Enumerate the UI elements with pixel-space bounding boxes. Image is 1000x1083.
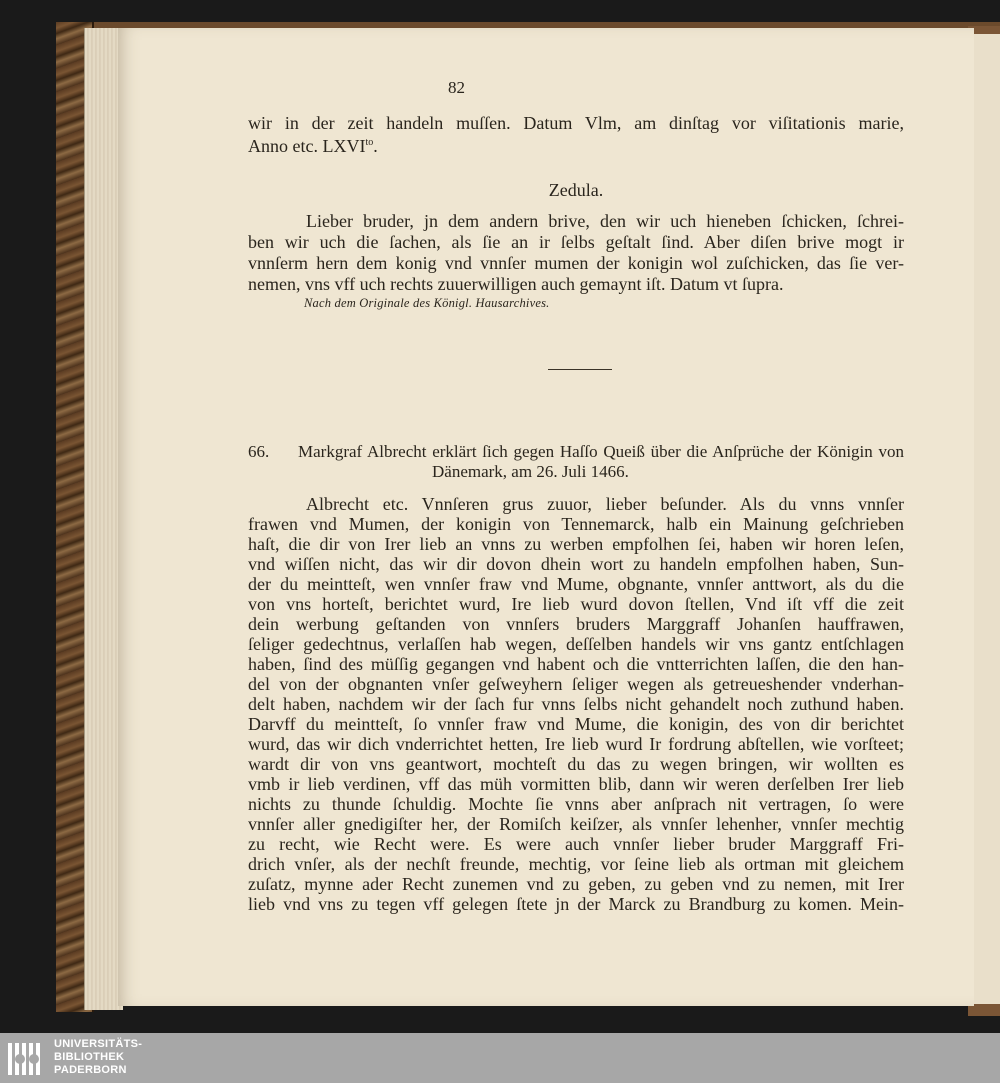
text-line: frawen vnd Mumen, der konigin von Tennemarck, halb ein Mainung geſchrieben (248, 514, 904, 534)
document-heading-line: Dänemark, am 26. Juli 1466. (432, 462, 629, 481)
library-name-line: BIBLIOTHEK (54, 1051, 125, 1063)
text-line: Albrecht etc. Vnnſeren grus zuuor, lieber beſunder. Als du vnns vnnſer (306, 494, 904, 514)
text-line: Lieber bruder, jn dem andern brive, den wir uch hieneben ſchicken, ſchrei- (306, 211, 904, 231)
text-line: delt haben, nachdem wir der ſach fur vnns ſelbs nicht gehandelt noch zuthund haben. (248, 694, 904, 714)
text-line: vmb ir lieb verdinen, vff das müh vormitten blib, dann wir weren derſelben Irer lieb (248, 774, 904, 794)
library-footer (0, 1033, 1000, 1083)
document-number: 66. (248, 442, 270, 461)
section-title: Zedula. (548, 180, 604, 200)
text-line: del von der obgnanten vnſer geſweyhern ſeliger wegen als getreueshender vnderhan- (248, 674, 904, 694)
text-line: von vns horteſt, berichtet wurd, Ire lieb wurd dovon ſtellen, Vnd iſt vff die zeit (248, 594, 904, 614)
library-logo-icon (6, 1039, 48, 1079)
document-heading-line: Markgraf Albrecht erklärt ſich gegen Haſſo Queiß über die Anſprüche der Königin von (298, 442, 904, 461)
text-line: drich vnſer, als der nechſt freunde, mechtig, vor ſeine lieb als ortman mit gleichem (248, 854, 904, 874)
text-line: vnnſerm hern dem konig vnd vnnſer mumen der konigin wol zuſchicken, das ſie ver- (248, 253, 904, 273)
text-line: dein werbung geſtanden von vnnſers bruders Marggraff Johanſen hauffrawen, (248, 614, 904, 634)
text-line: wardt dir von vns geantwort, mochteſt du das zu wegen bringen, wir wollten es (248, 754, 904, 774)
text-line: haben, ſind des müſſig gegangen vnd habent och die vntterrichten laſſen, die den han- (248, 654, 904, 674)
text-line: nemen, vns vff uch rechts zuuerwilligen auch gemaynt iſt. Datum vt ſupra. (248, 274, 784, 294)
library-name-line: PADERBORN (54, 1064, 127, 1076)
facing-page-edge (970, 34, 1000, 1004)
page-number: 82 (448, 78, 465, 97)
text-line: der du meintteſt, wen vnnſer fraw vnd Mume, obgnante, vnnſer anttwort, als du die (248, 574, 904, 594)
text-line: zuſatz, mynne ader Recht zunemen vnd zu geben, zu geben vnd zu nemen, mit Irer (248, 874, 904, 894)
text-fragment: Anno etc. LXVI (248, 136, 366, 156)
text-line: haſt, die dir von Irer lieb an vnns zu werben empfolhen ſei, haben wir horen leſen, (248, 534, 904, 554)
text-line: lieb vnd vns zu tegen vff gelegen ſtete jn der Marck zu Brandburg zu komen. Mein- (248, 894, 904, 914)
text-line: Darvff du meintteſt, ſo vnnſer fraw vnd Mume, die konigin, des von dir berichtet (248, 714, 904, 734)
text-line: zu recht, wie Recht were. Es were auch vnnſer lieber bruder Marggraff Fri- (248, 834, 904, 854)
section-divider (548, 369, 612, 370)
text-line: ben wir uch die ſachen, als ſie an ir ſelbs geſtalt ſind. Aber diſen brive mogt ir (248, 232, 904, 252)
text-line: vnd wiſſen nicht, das wir dir dovon dhein wort zu handeln empfolhen haben, Sun- (248, 554, 904, 574)
text-line: wir in der zeit handeln muſſen. Datum Vlm, am dinſtag vor viſitationis marie, (248, 113, 904, 133)
text-line: Anno etc. $LXVI^{to}$. (248, 136, 378, 156)
text-line: vnnſer aller gnedigiſter her, der Romiſch keiſzer, als vnnſer lehenher, vnnſer mechtig (248, 814, 904, 834)
library-name (54, 1038, 142, 1077)
text-line: ſeliger gedechtnus, verlaſſen hab wegen, deſſelben handels wir vns gantz entſchlagen (248, 634, 904, 654)
text-line: nichts zu thunde ſchuldig. Mochte ſie vnns aber anſprach nit vertragen, ſo were (248, 794, 904, 814)
library-name-line: UNIVERSITÄTS- (54, 1038, 143, 1050)
text-line: wurd, das wir dich vnderrichtet hetten, Ire lieb wurd Ir fordrung abſtellen, wie vorſteet; (248, 734, 904, 754)
source-note: Nach dem Originale des Königl. Hausarchives. (304, 296, 550, 310)
superscript: to (365, 137, 374, 148)
